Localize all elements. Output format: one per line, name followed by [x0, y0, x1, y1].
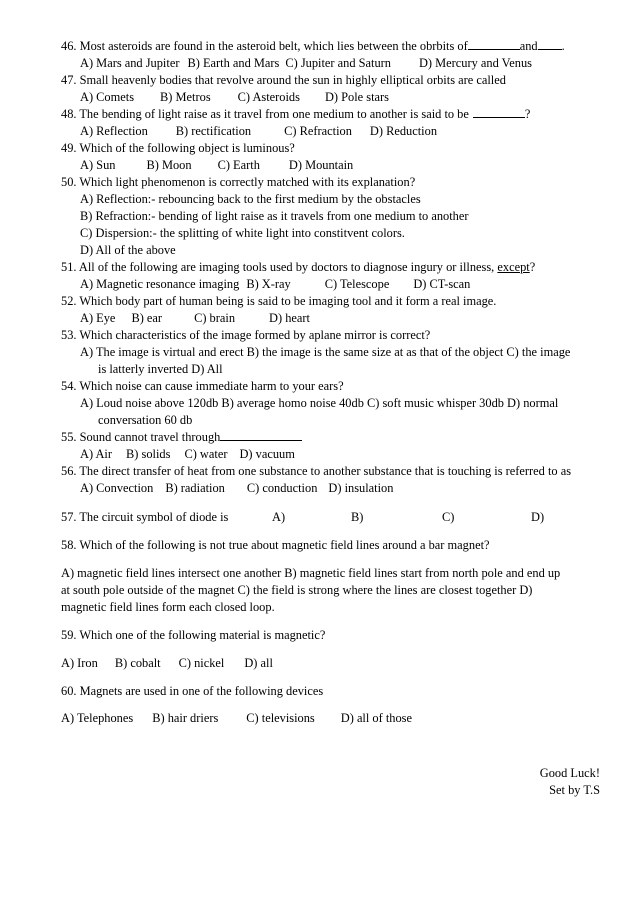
answer-blank — [473, 106, 525, 118]
option-a: A) Comets — [80, 90, 135, 104]
question-53: 53. Which characteristics of the image formed by aplane mirror is correct? — [61, 328, 431, 342]
question-60-options — [61, 710, 412, 726]
option-c: C) Refraction — [284, 124, 352, 138]
option-d: D) Mercury and Venus — [418, 56, 532, 70]
good-luck-note: Good Luck! — [539, 766, 600, 780]
question-53-options-line1: A) The image is virtual and erect B) the image is the same size at as that of the object C) the image — [80, 345, 571, 359]
author-note: Set by T.S — [549, 783, 600, 797]
option-b: B) — [351, 510, 364, 524]
question-46: 46. Most asteroids are found in the asteroid belt, which lies between the obrbits of and . — [61, 39, 565, 53]
question-49: 49. Which of the following object is luminous? — [61, 141, 295, 155]
option-d: D) — [531, 510, 545, 524]
option-a: A) Reflection:- rebouncing back to the first medium by the obstacles — [80, 192, 421, 206]
question-58-options-line2: at south pole outside of the magnet C) the field is strong where the lines are closest together D) — [61, 583, 533, 597]
question-60: 60. Magnets are used in one of the following devices — [61, 684, 324, 698]
question-48-options — [80, 123, 437, 139]
question-58: 58. Which of the following is not true about magnetic field lines around a bar magnet? — [61, 538, 490, 552]
question-55-options — [80, 446, 295, 462]
question-50: 50. Which light phenomenon is correctly matched with its explanation? — [61, 175, 416, 189]
option-c: C) brain — [194, 311, 236, 325]
option-a: A) Mars and Jupiter — [80, 56, 180, 70]
option-a: A) Telephones — [61, 711, 134, 725]
option-b: B) Earth and Mars — [187, 56, 280, 70]
question-54-options-line2: conversation 60 db — [98, 413, 193, 427]
option-b: B) Refraction:- bending of light raise as it travels from one medium to another — [80, 209, 469, 223]
option-c: C) — [442, 510, 455, 524]
option-d: D) heart — [269, 311, 310, 325]
question-59-options — [61, 655, 273, 671]
question-58-options-line3: magnetic field lines form each closed loop. — [61, 600, 275, 614]
option-b: B) cobalt — [114, 656, 161, 670]
option-c: C) Jupiter and Saturn — [285, 56, 391, 70]
option-d: D) all of those — [340, 711, 412, 725]
question-52-options — [80, 310, 310, 326]
option-d: D) CT-scan — [413, 277, 471, 291]
answer-blank — [538, 38, 562, 50]
question-48: 48. The bending of light raise as it travel from one medium to another is said to be ? — [61, 107, 531, 121]
option-b: B) rectification — [175, 124, 252, 138]
question-56-options — [80, 480, 393, 496]
option-a: A) Reflection — [80, 124, 148, 138]
question-47-options — [80, 89, 389, 105]
option-d: D) all — [244, 656, 273, 670]
question-57: 57. The circuit symbol of diode is — [61, 510, 229, 524]
option-d: D) insulation — [328, 481, 394, 495]
option-a: A) — [272, 510, 286, 524]
option-a: A) Convection — [80, 481, 154, 495]
option-a: A) Iron — [61, 656, 98, 670]
option-a: A) Sun — [80, 158, 116, 172]
answer-blank — [220, 429, 302, 441]
option-d: D) vacuum — [239, 447, 295, 461]
question-54-options-line1: A) Loud noise above 120db B) average homo noise 40db C) soft music whisper 30db D) normal — [80, 396, 559, 410]
option-c: C) televisions — [246, 711, 315, 725]
question-55: 55. Sound cannot travel through — [61, 429, 302, 445]
question-52: 52. Which body part of human being is said to be imaging tool and it form a real image. — [61, 294, 497, 308]
question-51: 51. All of the following are imaging tools used by doctors to diagnose ingury or illness, except? — [61, 260, 536, 274]
option-b: B) solids — [126, 447, 171, 461]
question-49-options — [80, 157, 353, 173]
option-c: C) Asteroids — [237, 90, 300, 104]
option-d: D) All of the above — [80, 243, 176, 257]
option-b: B) Metros — [160, 90, 211, 104]
question-51-options — [80, 276, 470, 292]
question-46-options — [80, 55, 532, 71]
question-47: 47. Small heavenly bodies that revolve around the sun in highly elliptical orbits are called — [61, 73, 506, 87]
option-b: B) radiation — [165, 481, 225, 495]
option-b: B) hair driers — [152, 711, 219, 725]
option-c: C) water — [184, 447, 228, 461]
option-d: D) Reduction — [369, 124, 438, 138]
option-c: C) Dispersion:- the splitting of white light into constitvent colors. — [80, 226, 405, 240]
answer-blank — [468, 38, 520, 50]
option-c: C) Telescope — [324, 277, 390, 291]
option-a: A) Magnetic resonance imaging — [80, 277, 240, 291]
option-b: B) ear — [131, 311, 163, 325]
option-c: C) nickel — [178, 656, 225, 670]
option-b: B) Moon — [146, 158, 192, 172]
question-53-options-line2: is latterly inverted D) All — [98, 362, 223, 376]
question-58-options-line1: A) magnetic field lines intersect one another B) magnetic field lines start from north pole and end up — [61, 566, 561, 580]
option-a: A) Air — [80, 447, 113, 461]
option-c: C) Earth — [217, 158, 260, 172]
option-d: D) Mountain — [288, 158, 354, 172]
question-59: 59. Which one of the following material is magnetic? — [61, 628, 326, 642]
option-d: D) Pole stars — [324, 90, 389, 104]
question-54: 54. Which noise can cause immediate harm to your ears? — [61, 379, 344, 393]
option-a: A) Eye — [80, 311, 116, 325]
option-b: B) X-ray — [246, 277, 291, 291]
question-56: 56. The direct transfer of heat from one substance to another substance that is touching is referred to as — [61, 464, 572, 478]
option-c: C) conduction — [246, 481, 318, 495]
